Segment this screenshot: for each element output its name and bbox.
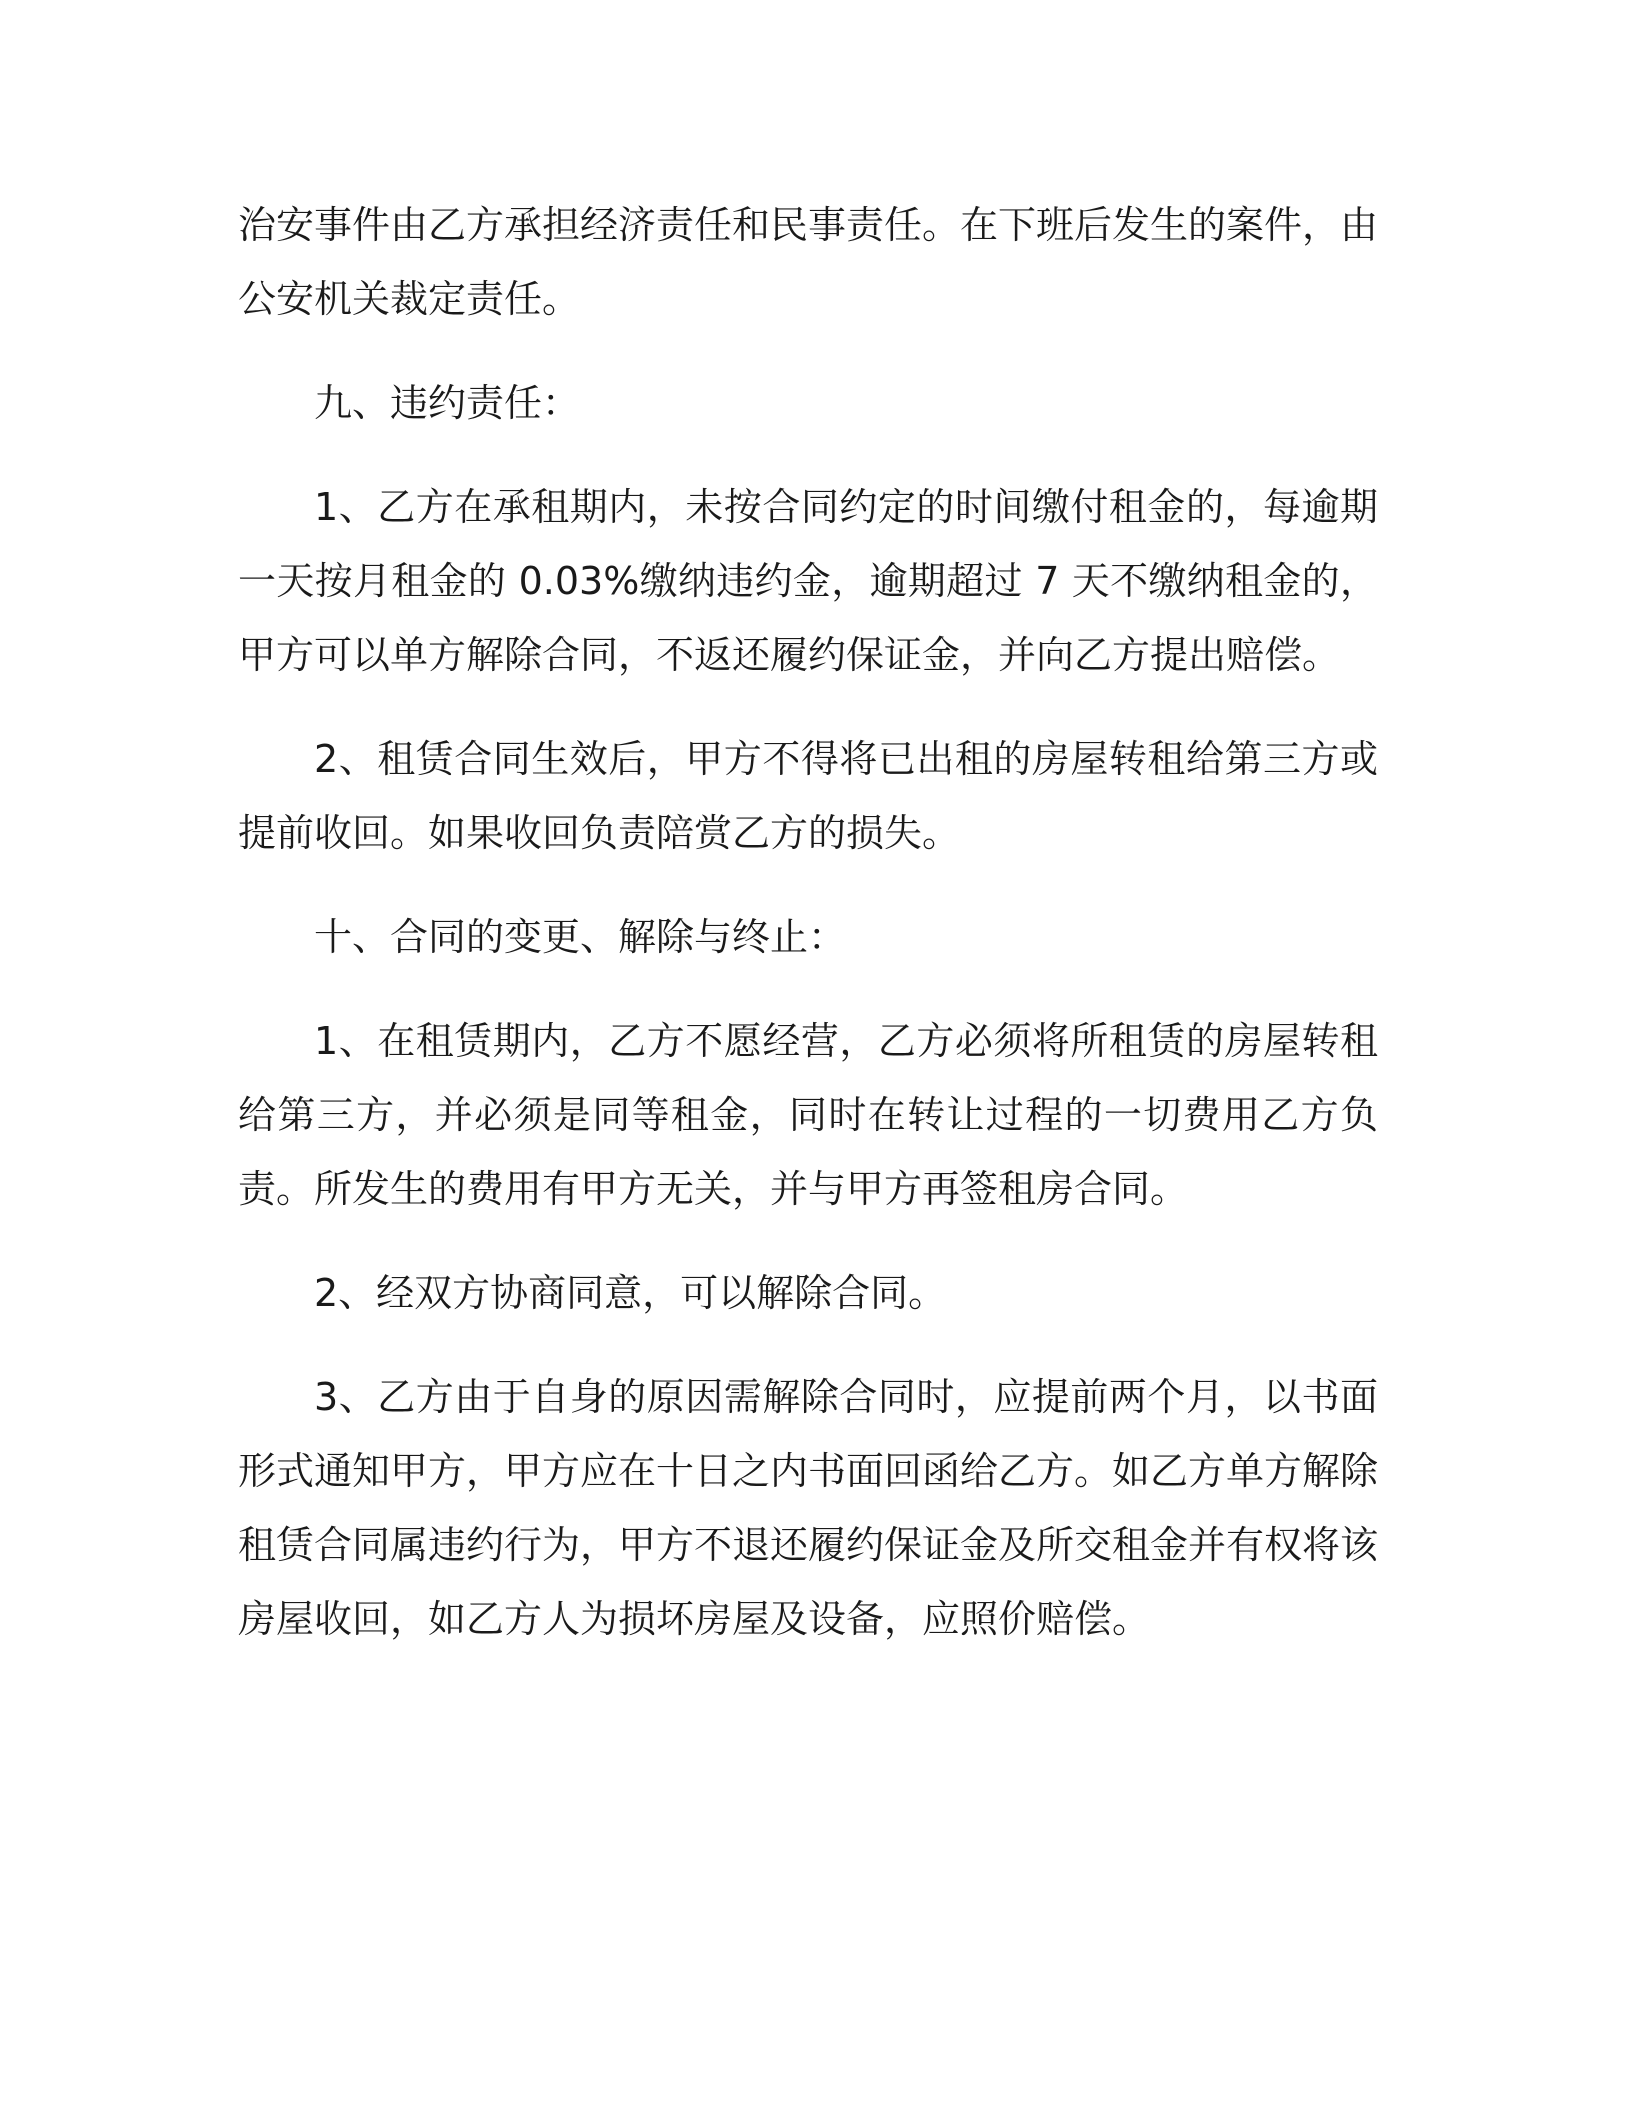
clause-9-2: 2、租赁合同生效后，甲方不得将已出租的房屋转租给第三方或提前收回。如果收回负责陪赏乙方的损失。 — [238, 737, 1378, 855]
clause-10-1: 1、在租赁期内，乙方不愿经营，乙方必须将所租赁的房屋转租给第三方，并必须是同等租金，同时在转让过程的一切费用乙方负责。所发生的费用有甲方无关，并与甲方再签租房合同。 — [238, 1019, 1378, 1211]
paragraph-continuation: 治安事件由乙方承担经济责任和民事责任。在下班后发生的案件，由公安机关裁定责任。 — [238, 203, 1379, 321]
clause-9-1: 1、乙方在承租期内，未按合同约定的时间缴付租金的，每逾期一天按月租金的 0.03%缴纳违约金，逾期超过 7 天不缴纳租金的，甲方可以单方解除合同，不返还履约保证金，并向乙方提出赔偿。 — [238, 485, 1378, 677]
section-heading-breach-liability: 九、违约责任： — [314, 381, 581, 425]
section-heading-contract-change: 十、合同的变更、解除与终止： — [314, 915, 847, 959]
clause-10-3: 3、乙方由于自身的原因需解除合同时，应提前两个月，以书面形式通知甲方，甲方应在十日之内书面回函给乙方。如乙方单方解除租赁合同属违约行为，甲方不退还履约保证金及所交租金并有权将该房屋收回，如乙方人为损坏房屋及设备，应照价赔偿。 — [238, 1375, 1379, 1641]
clause-10-2: 2、经双方协商同意，可以解除合同。 — [314, 1271, 947, 1315]
document-body — [238, 188, 1378, 1656]
